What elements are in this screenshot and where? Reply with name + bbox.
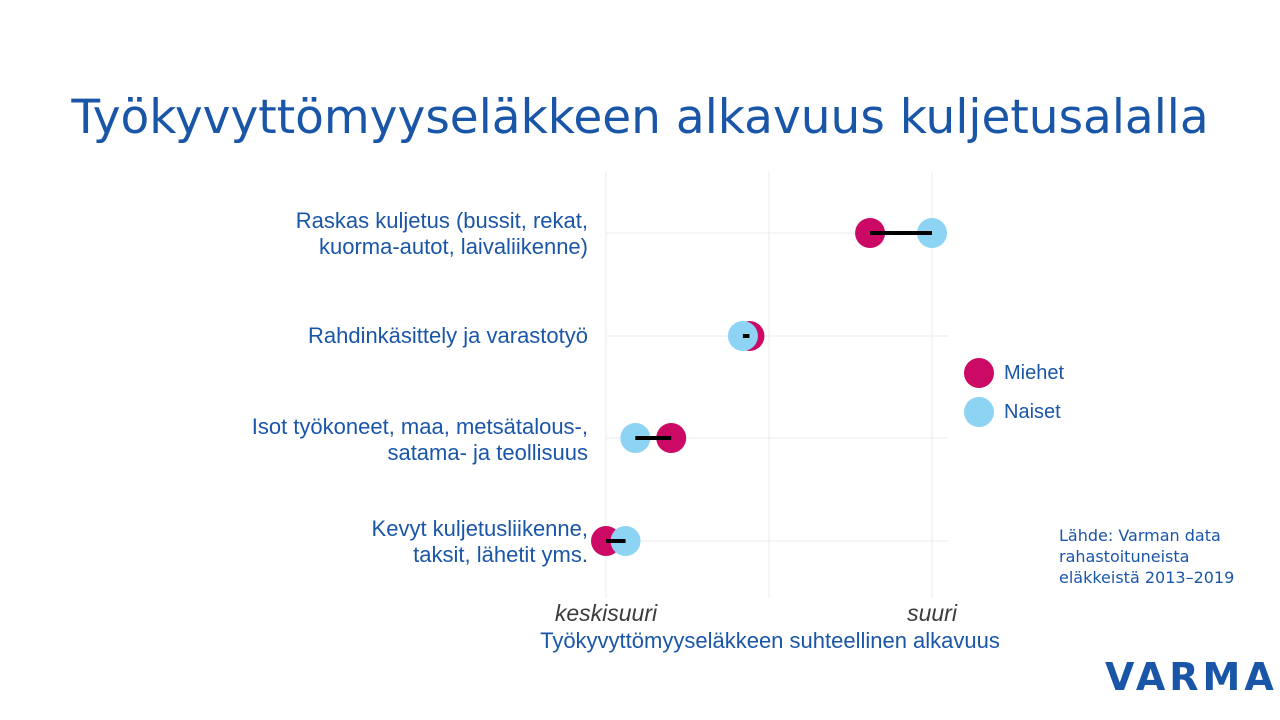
legend-item-naiset [964,397,1061,427]
category-label-0: Raskas kuljetus (bussit, rekat, kuorma-autot, laivaliikenne) [295,208,588,259]
source-note: Lähde: Varman data rahastoituneista eläkkeistä 2013–2019 [1059,526,1235,587]
category-label-2: Isot työkoneet, maa, metsätalous-, satama- ja teollisuus [251,414,588,465]
legend-swatch-miehet [964,358,994,388]
category-label-3: Kevyt kuljetusliikenne, taksit, lähetit yms. [371,516,588,567]
legend-swatch-naiset [964,397,994,427]
x-tick-label-0: keskisuuri [554,600,658,626]
x-axis-label: Työkyvyttömyyseläkkeen suhteellinen alkavuus [540,628,1000,653]
category-label-1: Rahdinkäsittely ja varastotyö [307,323,588,348]
grid-layer [606,172,948,598]
varma-logo: VARMA [1105,655,1278,699]
legend-item-miehet [964,358,1064,388]
page-title: Työkyvyttömyyseläkkeen alkavuus kuljetusalalla [71,90,1209,145]
legend-label-naiset: Naiset [1004,400,1061,423]
x-tick-label-1: suuri [907,600,957,626]
legend-label-miehet: Miehet [1004,361,1065,384]
